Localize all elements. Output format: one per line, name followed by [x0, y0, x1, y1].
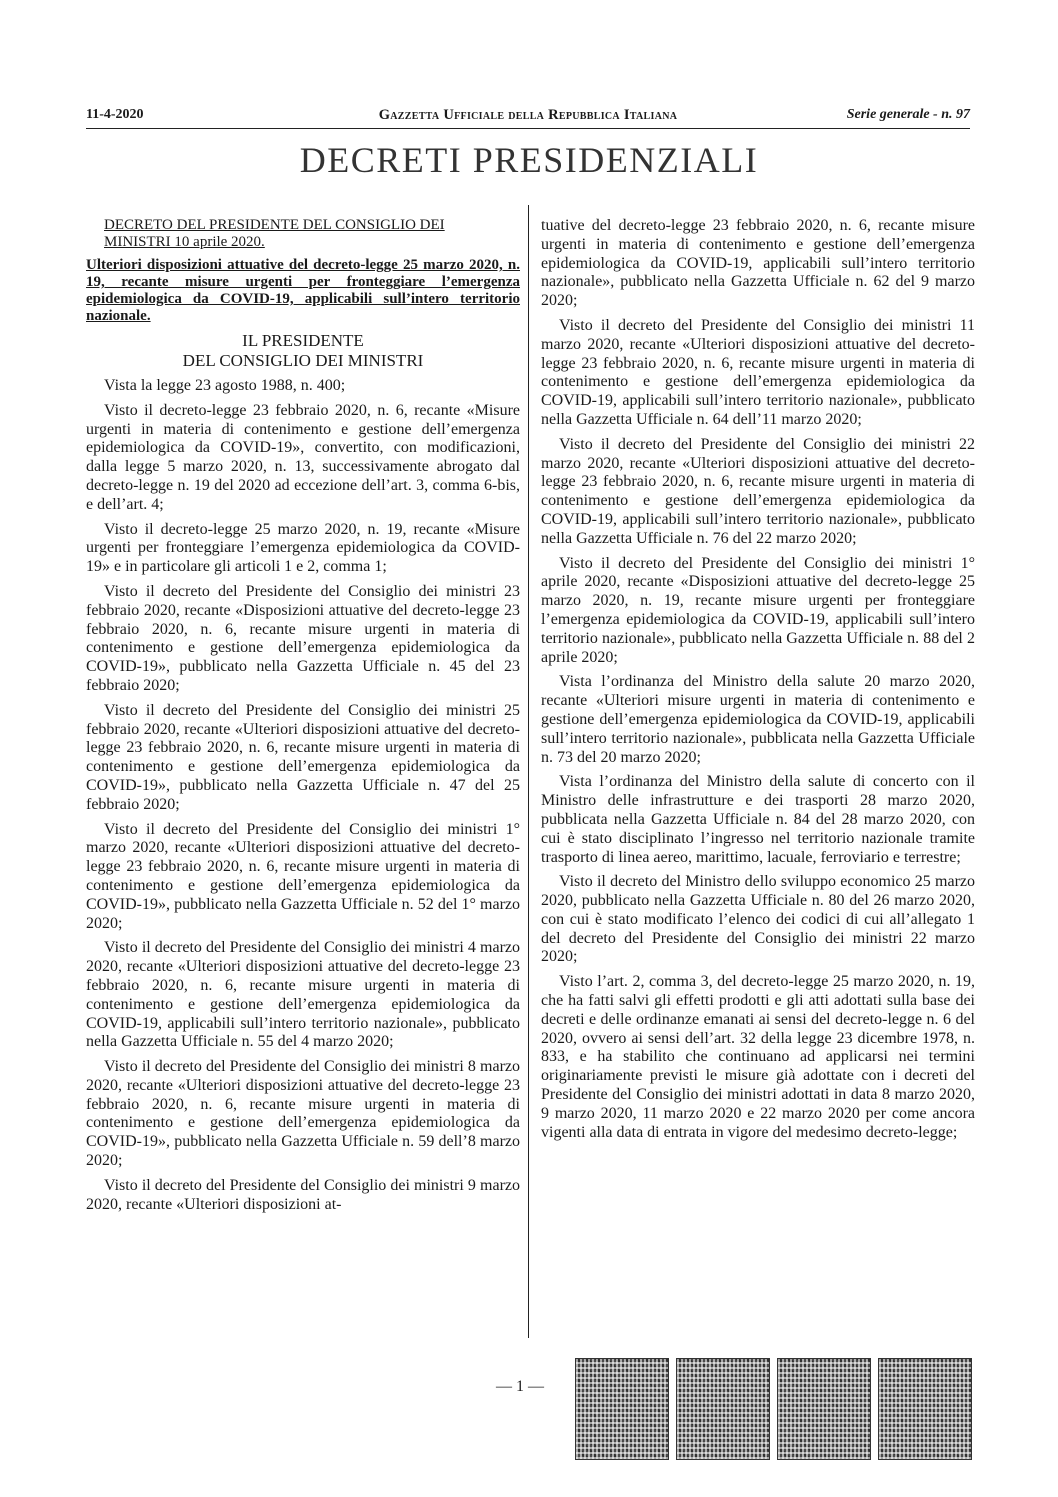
series-number: Serie generale - n. 97	[846, 107, 970, 122]
qr-code-icon	[878, 1358, 972, 1460]
issue-date: 11-4-2020	[86, 107, 144, 122]
page-number: — 1 —	[496, 1378, 544, 1395]
paragraph: Visto il decreto del Presidente del Consiglio dei ministri 22 marzo 2020, recante «Ulteriori disposizioni attuative del decreto-legge 23 febbraio 2020, n. 6, recante misure urgenti in materia di contenimento e gestione dell’emergenza epidemiologica da COVID-19, applicabili sull’intero territorio nazionale», pubblicato nella Gazzetta Ufficiale n. 76 del 22 marzo 2020;	[541, 435, 975, 547]
president-line1: IL PRESIDENTE	[242, 331, 364, 350]
decree-heading	[86, 217, 520, 251]
president-heading	[86, 331, 520, 371]
header-divider	[86, 128, 970, 129]
qr-code-icon	[575, 1358, 669, 1460]
left-column	[86, 217, 520, 1220]
paragraph: Visto il decreto del Ministro dello sviluppo economico 25 marzo 2020, pubblicato nella Gazzetta Ufficiale n. 80 del 26 marzo 2020, con cui è stato modificato l’elenco dei codici di cui all’allegato 1 del decreto del Presidente del Consiglio dei ministri 22 marzo 2020;	[541, 873, 975, 966]
paragraph: Vista la legge 23 agosto 1988, n. 400;	[104, 377, 346, 394]
paragraph: Vista l’ordinanza del Ministro della salute 20 marzo 2020, recante «Ulteriori misure urgenti in materia di contenimento e gestione dell’emergenza epidemiologica da COVID-19, applicabili sull’intero territorio nazionale», pubblicata nella Gazzetta Ufficiale n. 73 del 20 marzo 2020;	[541, 673, 975, 766]
paragraph: Visto il decreto del Presidente del Consiglio dei ministri 4 marzo 2020, recante «Ulteriori disposizioni attuative del decreto-legge 23 febbraio 2020, n. 6, recante misure urgenti in materia di contenimento e gestione dell’emergenza epidemiologica da COVID-19, applicabili sull’intero territorio nazionale», pubblicato nella Gazzetta Ufficiale n. 55 del 4 marzo 2020;	[86, 939, 520, 1051]
publication-title: Gazzetta Ufficiale della Repubblica Italiana	[378, 107, 678, 123]
paragraph: Visto il decreto del Presidente del Consiglio dei ministri 23 febbraio 2020, recante «Disposizioni attuative del decreto-legge 23 febbraio 2020, n. 6, recante misure urgenti in materia di contenimento e gestione dell’emergenza epidemiologica da COVID-19», pubblicato nella Gazzetta Ufficiale n. 45 del 23 febbraio 2020;	[86, 582, 520, 694]
paragraph: Visto il decreto del Presidente del Consiglio dei ministri 8 marzo 2020, recante «Ulteriori disposizioni attuative del decreto-legge 23 febbraio 2020, n. 6, recante misure urgenti in materia di contenimento e gestione dell’emergenza epidemiologica da COVID-19», pubblicato nella Gazzetta Ufficiale n. 59 dell’8 marzo 2020;	[86, 1058, 520, 1170]
paragraph: Visto il decreto del Presidente del Consiglio dei ministri 1° marzo 2020, recante «Ulteriori disposizioni attuative del decreto-legge 23 febbraio 2020, n. 6, recante misure urgenti in materia di contenimento e gestione dell’emergenza epidemiologica da COVID-19», pubblicato nella Gazzetta Ufficiale n. 52 del 1° marzo 2020;	[86, 820, 520, 932]
qr-code-icon	[777, 1358, 871, 1460]
right-column	[541, 217, 975, 1148]
decree-heading-line2: MINISTRI 10 aprile 2020.	[104, 234, 265, 250]
paragraph: Visto il decreto-legge 23 febbraio 2020, n. 6, recante «Misure urgenti in materia di contenimento e gestione dell’emergenza epidemiologica da COVID-19», convertito, con modificazioni, dalla legge 5 marzo 2020, n. 13, successivamente abrogato dal decreto-legge n. 19 del 2020 ad eccezione dell’art. 3, comma 6-bis, e dell’art. 4;	[86, 401, 520, 513]
column-divider	[528, 205, 529, 1338]
paragraph: Visto il decreto del Presidente del Consiglio dei ministri 1° aprile 2020, recante «Disposizioni attuative del decreto-legge 25 marzo 2020, n. 19, recante misure urgenti per fronteggiare l’emergenza epidemiologica da COVID-19, applicabili sull’intero territorio nazionale», pubblicato nella Gazzetta Ufficiale n. 88 del 2 aprile 2020;	[541, 554, 975, 666]
decree-heading-line1: DECRETO DEL PRESIDENTE DEL CONSIGLIO DEI	[104, 217, 445, 233]
page-header	[86, 107, 970, 127]
paragraph: Visto il decreto-legge 25 marzo 2020, n. 19, recante «Misure urgenti per fronteggiare l’emergenza epidemiologica da COVID-19» e in particolare gli articoli 1 e 2, comma 1;	[86, 520, 520, 576]
qr-code-icon	[676, 1358, 770, 1460]
paragraph: tuative del decreto-legge 23 febbraio 2020, n. 6, recante misure urgenti in materia di contenimento e gestione dell’emergenza epidemiologica da COVID-19, applicabili sull’intero territorio nazionale», pubblicato nella Gazzetta Ufficiale n. 62 del 9 marzo 2020;	[541, 217, 975, 310]
paragraph: Visto il decreto del Presidente del Consiglio dei ministri 11 marzo 2020, recante «Ulteriori disposizioni attuative del decreto-legge 23 febbraio 2020, n. 6, recante misure urgenti in materia di contenimento e gestione dell’emergenza epidemiologica da COVID-19, applicabili sull’intero territorio nazionale», pubblicato nella Gazzetta Ufficiale n. 64 dell’11 marzo 2020;	[541, 316, 975, 428]
paragraph: Visto il decreto del Presidente del Consiglio dei ministri 9 marzo 2020, recante «Ulteriori disposizioni at-	[86, 1176, 520, 1213]
paragraph: Vista l’ordinanza del Ministro della salute di concerto con il Ministro delle infrastrutture e dei trasporti 28 marzo 2020, pubblicata nella Gazzetta Ufficiale n. 84 del 28 marzo 2020, con cui è stato disciplinato l’ingresso nel territorio nazionale tramite trasporto di linea aereo, marittimo, lacuale, ferroviario e terrestre;	[541, 773, 975, 866]
section-title: DECRETI PRESIDENZIALI	[299, 140, 759, 180]
president-line2: DEL CONSIGLIO DEI MINISTRI	[182, 351, 424, 370]
paragraph: Visto il decreto del Presidente del Consiglio dei ministri 25 febbraio 2020, recante «Ulteriori disposizioni attuative del decreto-legge 23 febbraio 2020, n. 6, recante misure urgenti in materia di contenimento e gestione dell’emergenza epidemiologica da COVID-19», pubblicato nella Gazzetta Ufficiale n. 47 del 25 febbraio 2020;	[86, 701, 520, 813]
decree-subject: Ulteriori disposizioni attuative del decreto-legge 25 marzo 2020, n. 19, recante misure urgenti per fronteggiare l’emergenza epidemiologica da COVID-19, applicabili sull’intero territorio nazionale.	[86, 257, 520, 324]
paragraph: Visto l’art. 2, comma 3, del decreto-legge 25 marzo 2020, n. 19, che ha fatti salvi gli effetti prodotti e gli atti adottati sulla base dei decreti e delle ordinanze emanati ai sensi del decreto-legge n. 6 del 2020, ovvero ai sensi dell’art. 32 della legge 23 dicembre 1978, n. 833, e ha stabilito che continuano ad applicarsi nei termini originariamente previsti le misure già adottate con i decreti del Presidente del Consiglio dei ministri adottati in data 8 marzo 2020, 9 marzo 2020, 11 marzo 2020 e 22 marzo 2020 per come ancora vigenti alla data di entrata in vigore del medesimo decreto-legge;	[541, 973, 975, 1141]
